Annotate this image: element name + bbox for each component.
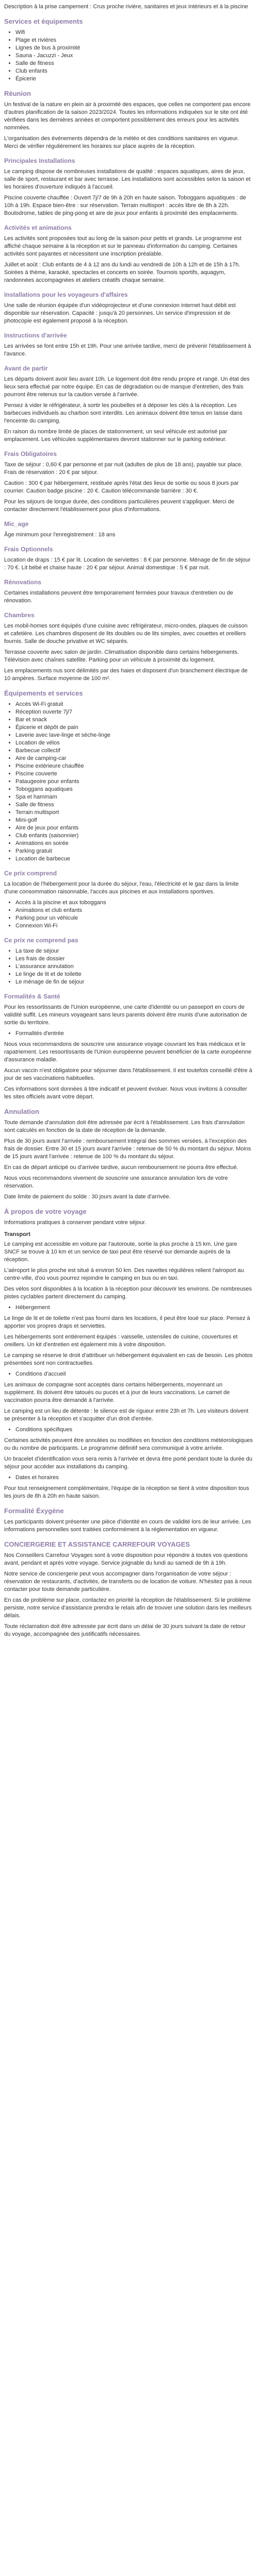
section-heading-services-et-equipements: Services et équipements (4, 18, 83, 25)
list-item: • Réception ouverte 7j/7 (15, 708, 253, 716)
paragraph: Les hébergements sont entièrement équipés : vaisselle, ustensiles de cuisine, couvertures et oreillers. Un kit d'entretien est également mis à votre disposition. (4, 1334, 238, 1348)
list-item: • Aire de jeux pour enfants (15, 824, 253, 832)
list-item: • Sauna - Jacuzzi - Jeux (15, 52, 253, 60)
paragraph: Toute demande d'annulation doit être adressée par écrit à l'établissement. Les frais d'annulation sont calculés en fonction de la date de réception de la demande. (4, 1120, 245, 1133)
paragraph: Terrasse couverte avec salon de jardin. Climatisation disponible dans certains hébergements. Télévision avec chaînes satellite. Parking pour un véhicule à proximité du logement. (4, 649, 239, 663)
paragraph: Pour les ressortissants de l'Union européenne, une carte d'identité ou un passeport en cours de validité suffit. Les mineurs voyageant sans leurs parents doivent être munis d'une autorisation de sortie du territoire. (4, 1004, 247, 1026)
list-item: • Les frais de dossier (15, 955, 253, 963)
list-item: • Piscine couverte (15, 770, 253, 778)
bullet-list (4, 701, 253, 863)
paragraph: L'organisation des événements dépendra de la météo et des conditions sanitaires en vigueur. Merci de vérifier régulièrement les horaires sur place auprès de la réception. (4, 135, 239, 149)
list-item: • Piscine extérieure chauffée (15, 762, 253, 770)
paragraph: En cas de départ anticipé ou d'arrivée tardive, aucun remboursement ne pourra être effectué. (4, 1164, 238, 1171)
paragraph: Des vélos sont disponibles à la location à la réception pour découvrir les environs. De nombreuses pistes cyclables partent directement du camping. (4, 1286, 252, 1300)
paragraph: La location de l'hébergement pour la durée du séjour, l'eau, l'électricité et le gaz dans la limite d'une consommation raisonnable, l'accès aux piscines et aux installations sportives. (4, 881, 239, 895)
section-heading-principales-installations: Principales Installations (4, 157, 75, 164)
paragraph: Le camping est un lieu de détente : le silence est de rigueur entre 23h et 7h. Les visiteurs doivent se présenter à la réception et s'acquitter d'un droit d'entrée. (4, 1408, 249, 1422)
paragraph: Notre service de conciergerie peut vous accompagner dans l'organisation de votre séjour : réservation de restaurants, d'activités, de transferts ou de location de voiture. N'hésitez pas à nous contacter pour toute demande particulière. (4, 1571, 252, 1592)
list-item: • Spa et hammam (15, 793, 253, 801)
list-item: • Location de vélos (15, 739, 253, 747)
list-item: • Club enfants (saisonnier) (15, 832, 253, 840)
list-item: • Barbecue collectif (15, 747, 253, 755)
section-heading-ce-prix-comprend: Ce prix comprend (4, 870, 57, 877)
list-item: • Location de barbecue (15, 855, 253, 863)
list-item: • Laverie avec lave-linge et sèche-linge (15, 732, 253, 739)
list-item: • Formalités d'entrée (15, 1030, 253, 1038)
paragraph: Nous vous recommandons vivement de souscrire une assurance annulation lors de votre réservation. (4, 1175, 228, 1189)
section-heading-annulation: Annulation (4, 1108, 39, 1115)
paragraph: Le camping est accessible en voiture par l'autoroute, sortie la plus proche à 15 km. Une gare SNCF se trouve à 10 km et un service de taxi peut être réservé sur demande auprès de la réception. (4, 1241, 237, 1263)
paragraph: Pour tout renseignement complémentaire, l'équipe de la réception se tient à votre disposition tous les jours de 8h à 20h en haute saison. (4, 1485, 249, 1499)
list-item: • Lignes de bus à proximité (15, 44, 253, 52)
paragraph: Nous vous recommandons de souscrire une assurance voyage couvrant les frais médicaux et le rapatriement. Les ressortissants de l'Union européenne peuvent bénéficier de la carte européenne d'assurance maladie. (4, 1041, 252, 1063)
section-heading-activites-et-animations: Activités et animations (4, 224, 72, 231)
list-item: • Le ménage de fin de séjour (15, 978, 253, 986)
section-heading-installations-pour-les-voyageurs-d-affai: Installations pour les voyageurs d'affaires (4, 291, 128, 298)
paragraph: Nos Conseillers Carrefour Voyages sont à votre disposition pour répondre à toutes vos questions avant, pendant et après votre voyage. Service joignable du lundi au samedi de 9h à 19h. (4, 1552, 248, 1566)
paragraph: L'aéroport le plus proche est situé à environ 50 km. Des navettes régulières relient l'aéroport au centre-ville, d'où vous pourrez rejoindre le camping en bus ou en taxi. (4, 1267, 244, 1281)
bullet-list (4, 29, 253, 83)
paragraph: Certaines activités peuvent être annulées ou modifiées en fonction des conditions météorologiques ou du nombre de participants. Le programme définitif sera communiqué à votre arrivée. (4, 1437, 253, 1451)
paragraph: Description à la prise campement : Crus proche rivière, sanitaires et jeux intérieurs et à la piscine (4, 4, 248, 10)
bullet-list (4, 947, 253, 986)
list-item: • Connexion Wi-Fi (15, 922, 253, 930)
list-item: • Le linge de lit et de toilette (15, 971, 253, 978)
paragraph: Les départs doivent avoir lieu avant 10h. Le logement doit être rendu propre et rangé. Un état des lieux sera effectué par notre équipe. En cas de dégradation ou de manque d'entretien, des frais pourront être retenus sur la caution versée à l'arrivée. (4, 376, 250, 398)
list-item: • Plage et rivières (15, 37, 253, 44)
section-heading-frais-optionnels: Frais Optionnels (4, 546, 53, 553)
list-item: • Pataugeoire pour enfants (15, 778, 253, 786)
paragraph: Plus de 30 jours avant l'arrivée : remboursement intégral des sommes versées, à l'exception des frais de dossier. Entre 30 et 15 jours avant l'arrivée : retenue de 50 % du montant du séjour. Moins de 15 jours avant l'arrivée : retenue de 100 % du montant du séjour. (4, 1138, 251, 1160)
paragraph: Piscine couverte chauffée : Ouvert 7j/7 de 9h à 20h en haute saison. Toboggans aquatiques : de 10h à 19h. Espace bien-être : sur réservation. Terrain multisport : accès libre de 8h à 22h. Boulodrome, tables de ping-pong et aire de jeux pour enfants à proximité des emplacements. (4, 195, 246, 216)
section-heading-mic-age: Mic_age (4, 520, 29, 528)
list-item: • Parking gratuit (15, 848, 253, 855)
list-item: • Club enfants (15, 67, 253, 75)
paragraph: Une salle de réunion équipée d'un vidéoprojecteur et d'une connexion internet haut débit est disponible sur réservation. Capacité : jusqu'à 20 personnes. Un service d'impression et de photocopie est également proposé à la réception. (4, 302, 236, 324)
section-heading-reunion: Réunion (4, 90, 31, 97)
section-heading-a-propos-de-votre-voyage: À propos de votre voyage (4, 1208, 87, 1215)
paragraph: Les arrivées se font entre 15h et 19h. Pour une arrivée tardive, merci de prévenir l'établissement à l'avance. (4, 343, 251, 357)
list-item: • Aire de camping-car (15, 755, 253, 762)
section-heading-transport: Transport (4, 1231, 30, 1238)
paragraph: Un bracelet d'identification vous sera remis à l'arrivée et devra être porté pendant toute la durée du séjour pour accéder aux installations du camping. (4, 1456, 253, 1470)
list-item: • La taxe de séjour (15, 947, 253, 955)
list-item: • Bar et snack (15, 716, 253, 724)
paragraph: Âge minimum pour l'enregistrement : 18 ans (4, 532, 116, 538)
paragraph: Certaines installations peuvent être temporairement fermées pour travaux d'entretien ou de rénovation. (4, 590, 233, 604)
list-item: • Hébergement (15, 1304, 253, 1312)
section-heading-conciergerie-et-assistance-carrefour-voy: CONCIERGERIE ET ASSISTANCE CARREFOUR VOYAGES (4, 1540, 190, 1548)
section-heading-formalites-sante: Formalités & Santé (4, 993, 60, 1000)
paragraph: Informations pratiques à conserver pendant votre séjour. (4, 1219, 147, 1226)
list-item: • Animations et club enfants (15, 907, 253, 914)
list-item: • Wifi (15, 29, 253, 37)
list-item: • Épicerie et dépôt de pain (15, 724, 253, 732)
list-item: • Toboggans aquatiques (15, 786, 253, 793)
paragraph: Un festival de la nature en plein air à proximité des espaces, que celles ne comportent pas encore d'autres planification de la saison 2023/2024. Toutes les informations indiquées sur le site ont été vérifiées dans les dernières années et comportent possiblement des erreurs pour les activités nommées. (4, 101, 251, 131)
section-heading-renovations: Rénovations (4, 579, 42, 586)
paragraph: Juillet et août : Club enfants de 4 à 12 ans du lundi au vendredi de 10h à 12h et de 15h à 17h. Soirées à thème, karaoké, spectacles et concerts en soirée. Tournois sportifs, aquagym, randonnées accompagnées et ateliers créatifs chaque semaine. (4, 262, 240, 283)
section-heading-instructions-d-arrivee: Instructions d'arrivée (4, 332, 67, 339)
paragraph: Les mobil-homes sont équipés d'une cuisine avec réfrigérateur, micro-ondes, plaques de cuisson et cafetière. Les chambres disposent de lits doubles ou de lits simples, avec couettes et oreillers fournis. Salle de douche privative et WC séparés. (4, 623, 248, 645)
section-heading-ce-prix-ne-comprend-pas: Ce prix ne comprend pas (4, 937, 78, 944)
list-item: • L'assurance annulation (15, 963, 253, 971)
paragraph: Le linge de lit et de toilette n'est pas fourni dans les locations, il peut être loué sur place. Pensez à apporter vos propres draps et serviettes. (4, 1315, 250, 1329)
paragraph: Les emplacements nus sont délimités par des haies et disposent d'un branchement électrique de 10 ampères. Surface moyenne de 100 m². (4, 668, 248, 682)
paragraph: Date limite de paiement du solde : 30 jours avant la date d'arrivée. (4, 1194, 171, 1200)
bullet-list (4, 1370, 253, 1378)
list-item: • Mini-golf (15, 817, 253, 824)
paragraph: Caution : 300 € par hébergement, restituée après l'état des lieux de sortie ou sous 8 jours par courrier. Caution badge piscine : 20 €. Caution télécommande barrière : 30 €. (4, 480, 239, 494)
bullet-list (4, 1474, 253, 1482)
paragraph: Location de draps : 15 € par lit. Location de serviettes : 8 € par personne. Ménage de fin de séjour : 70 €. Lit bébé et chaise haute : 20 € par séjour. Animal domestique : 5 € par nuit. (4, 557, 251, 571)
bullet-list (4, 899, 253, 930)
list-item: • Dates et horaires (15, 1474, 253, 1482)
paragraph: Ces informations sont données à titre indicatif et peuvent évoluer. Nous vous invitons à consulter les sites officiels avant votre départ. (4, 1086, 247, 1100)
section-heading-frais-obligatoires: Frais Obligatoires (4, 450, 57, 457)
paragraph: Les participants doivent présenter une pièce d'identité en cours de validité lors de leur arrivée. Les informations personnelles sont traitées conformément à la réglementation en vigueur. (4, 1519, 251, 1533)
section-heading-chambres: Chambres (4, 612, 35, 619)
section-heading-equipements-et-services: Équipements et services (4, 689, 83, 697)
list-item: • Parking pour un véhicule (15, 914, 253, 922)
paragraph: En cas de problème sur place, contactez en priorité la réception de l'établissement. Si le problème persiste, notre service d'assistance prendra le relais afin de trouver une solution dans les meilleurs délais. (4, 1597, 252, 1619)
paragraph: Les activités sont proposées tout au long de la saison pour petits et grands. Le programme est affiché chaque semaine à la réception et sur le panneau d'information du camping. Certaines activités sont payantes et nécessitent une inscription préalable. (4, 235, 241, 257)
paragraph: Le camping se réserve le droit d'attribuer un hébergement équivalent en cas de besoin. Les photos présentées sont non contractuelles. (4, 1352, 253, 1366)
paragraph: Les animaux de compagnie sont acceptés dans certains hébergements, moyennant un supplément. Ils doivent être tatoués ou pucés et à jour de leurs vaccinations. Le carnet de vaccination pourra être demandé à l'arrivée. (4, 1382, 230, 1403)
list-item: • Salle de fitness (15, 801, 253, 809)
paragraph: Le camping dispose de nombreuses installations de qualité : espaces aquatiques, aires de jeux, salle de sport, restaurant et bar avec terrasse. Les installations sont accessibles selon la saison et les horaires d'ouverture indiqués à l'accueil. (4, 168, 251, 190)
paragraph: Toute réclamation doit être adressée par écrit dans un délai de 30 jours suivant la date de retour du voyage, accompagnée des justificatifs nécessaires. (4, 1623, 246, 1637)
list-item: • Salle de fitness (15, 60, 253, 67)
bullet-list (4, 1304, 253, 1312)
list-item: • Animations en soirée (15, 840, 253, 848)
list-item: • Conditions d'accueil (15, 1370, 253, 1378)
section-heading-avant-de-partir: Avant de partir (4, 365, 48, 372)
list-item: • Épicerie (15, 75, 253, 83)
bullet-list (4, 1030, 253, 1038)
paragraph: Taxe de séjour : 0,60 € par personne et par nuit (adultes de plus de 18 ans), payable sur place. Frais de réservation : 20 € par séjour. (4, 462, 243, 476)
paragraph: Aucun vaccin n'est obligatoire pour séjourner dans l'établissement. Il est toutefois conseillé d'être à jour de ses vaccinations habituelles. (4, 1067, 252, 1081)
paragraph: En raison du nombre limité de places de stationnement, un seul véhicule est autorisé par emplacement. Les véhicules supplémentaires devront stationner sur le parking extérieur. (4, 429, 228, 443)
list-item: • Conditions spécifiques (15, 1426, 253, 1434)
paragraph: Pour les séjours de longue durée, des conditions particulières peuvent s'appliquer. Merci de contacter directement l'établissement pour plus d'informations. (4, 499, 235, 513)
section-heading-formalite-exygene: Formalité Éxygène (4, 1507, 64, 1515)
list-item: • Terrain multisport (15, 809, 253, 817)
bullet-list (4, 1426, 253, 1434)
list-item: • Accès à la piscine et aux toboggans (15, 899, 253, 907)
list-item: • Accès Wi-Fi gratuit (15, 701, 253, 708)
paragraph: Pensez à vider le réfrigérateur, à sortir les poubelles et à déposer les clés à la réception. Les barbecues individuels au charbon sont interdits. Les animaux doivent être tenus en laisse dans l'enceinte du camping. (4, 402, 243, 424)
